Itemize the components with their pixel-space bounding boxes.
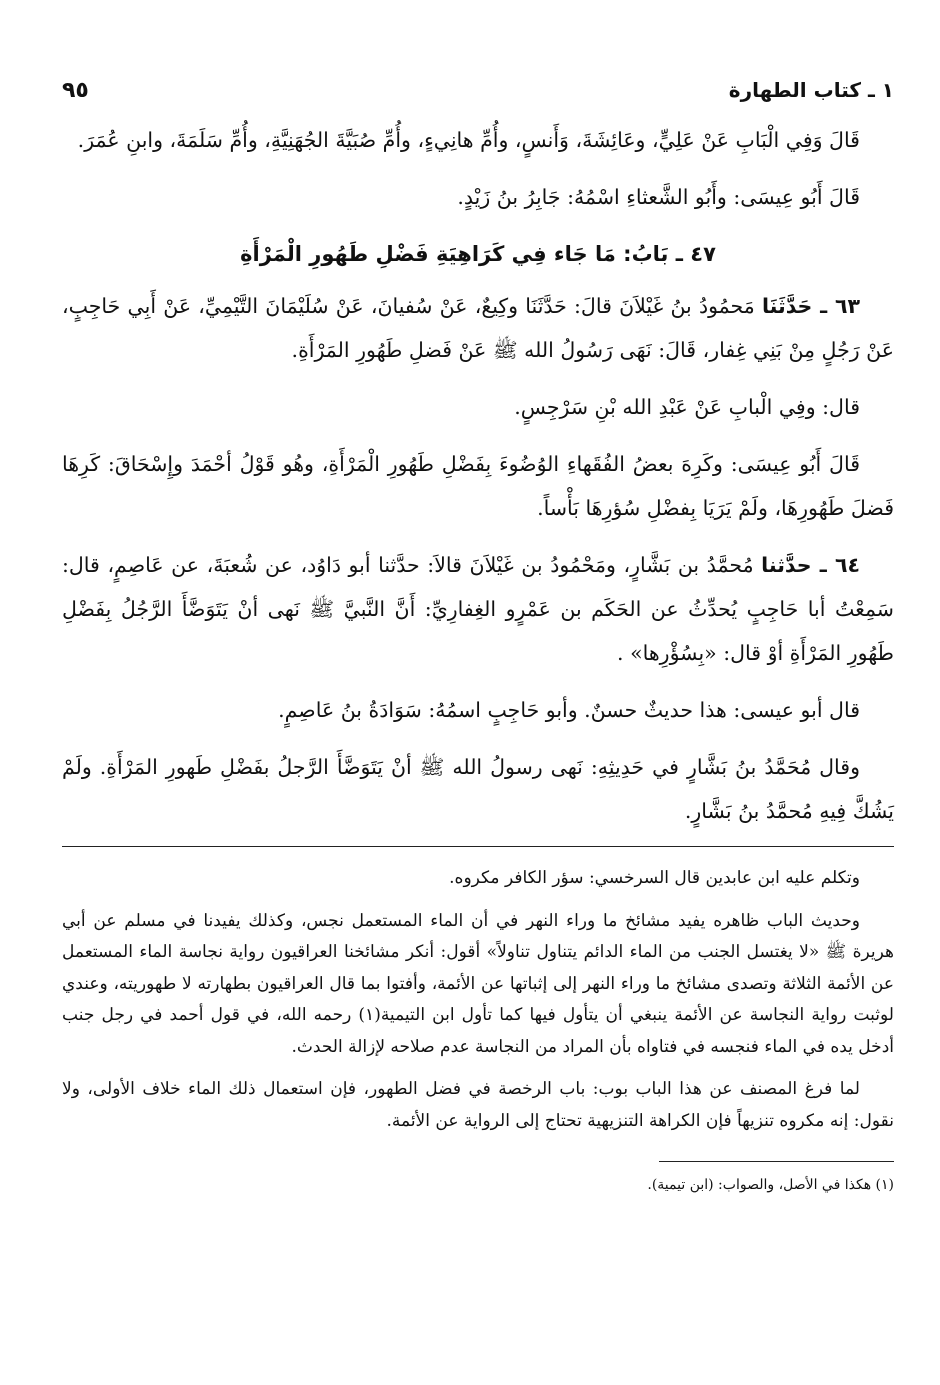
paragraph-abdullah-sarjis: قال: وفِي الْبابِ عَنْ عَبْدِ الله بْنِ سَرْجِسٍ. bbox=[514, 395, 860, 419]
commentary-paragraph-1: وتكلم عليه ابن عابدين قال السرخسي: سؤر الكافر مكروه. bbox=[449, 868, 860, 888]
commentary-divider bbox=[62, 846, 894, 847]
hadith-64-number: ٦٤ ـ حدَّثنا bbox=[761, 553, 860, 577]
hadith-63-number: ٦٣ ـ حَدَّثَنَا bbox=[761, 294, 860, 318]
paragraph-fuqaha-opinion: قَالَ أَبُو عِيسَى: وكَرِهَ بعضُ الفُقَهاءِ الوُضُوءَ بِفَضْلِ طَهُورِ الْمَرْأَةِ، وهُو قَوْلُ أحْمَدَ وإِسْحَاقَ: كَرِهَا فَضلَ طَهُورِهَا، ولَمْ يَرَيَا بِفضْلِ سُؤرِهَا بَأْساً. bbox=[62, 452, 894, 520]
book-page bbox=[62, 78, 894, 1196]
footnote-divider bbox=[659, 1161, 894, 1162]
paragraph-bashshar-version: وقال مُحَمَّدُ بنُ بَشَّارٍ في حَدِيثِهِ: نَهى رسولُ الله ﷺ أنْ يَتَوَضَّأَ الرَّجلُ بفَضْلِ طَهورِ المَرْأَةِ. ولَمْ يَشُكَّ فِيهِ مُحمَّدُ بنُ بَشَّارٍ. bbox=[62, 755, 894, 823]
commentary bbox=[62, 863, 894, 1137]
hadith-64 bbox=[62, 543, 894, 675]
chapter-heading: ٤٧ ـ بَابُ: مَا جَاء فِي كَرَاهِيَةِ فَضْلِ طَهُورِ الْمَرْأَةِ bbox=[240, 242, 716, 266]
commentary-paragraph-2: وحديث الباب ظاهره يفيد مشائخ ما وراء النهر في أن الماء المستعمل نجس، وكذلك يفيدنا في مسلم عن أبي هريرة ﷺ «لا يغتسل الجنب من الماء الدائم يتناول تناولاً» أقول: أنكر مشائخنا العراقيون رواية نجاسة الماء المستعمل عن الأئمة الثلاثة وتصدى مشائخ ما وراء النهر إلى إثباتها عن الأئمة، وأفتوا بما قال العراقيون بطهارته لا طهوريته، وعندي لوثبت رواية النجاسة عن الأئمة ينبغي أن يتأول فيها كما تأول ابن التيمية(١) رحمه الله، في قول أحمد في رجل جنب أدخل يده في الماء فنجسه في فتاواه بأن المراد من النجاسة عدم صلاحه لإزالة الحدث. bbox=[62, 910, 894, 1057]
hadith-64-text: مُحمَّدُ بن بَشَّارٍ، ومَحْمُودُ بن غَيْلاَنَ قالاَ: حدَّثنا أبو دَاوُد، عن شُعبَةَ، عن عَاصِمٍ، قال: سَمِعْتُ أبا حَاجِبٍ يُحدِّثُ عن الحَكَم بن عَمْرٍو الغِفارِيِّ: أَنَّ النَّبيَّ ﷺ نَهى أنْ يَتَوَضَّأَ الرَّجُلُ بِفَضْلِ طَهُورِ المَرْأَةِ أوْ قال: «بِسُؤْرِها» . bbox=[62, 553, 894, 665]
main-text bbox=[62, 118, 894, 833]
paragraph-abu-al-shatha: قَالَ أَبُو عِيسَى: وأَبُو الشَّعثاءِ اسْمُهُ: جَابِرُ بنُ زَيْدٍ. bbox=[457, 185, 860, 209]
hadith-63-text: مَحمُودُ بنُ غَيْلاَنَ قالَ: حَدَّثَنَا وكِيعٌ، عَنْ سُفيانَ، عَنْ سُلَيْمَانَ التَّيْمِيِّ، عَنْ أَبِي حَاجِبٍ، عَنْ رَجُلٍ مِنْ بَنِي غِفار، قَالَ: نَهَى رَسُولُ الله ﷺ عَنْ فَضلِ طَهُورِ المَرْأَةِ. bbox=[62, 294, 894, 362]
commentary-paragraph-3: لما فرغ المصنف عن هذا الباب بوب: باب الرخصة في فضل الطهور، فإن استعمال ذلك الماء خلاف الأولى، ولا نقول: إنه مكروه تنزيهاً فإن الكراهة التنزيهية تحتاج إلى الرواية عن الأئمة. bbox=[62, 1079, 894, 1131]
running-chapter-title: ١ ـ كتاب الطهارة bbox=[728, 78, 894, 102]
page-header bbox=[62, 78, 894, 118]
hadith-63 bbox=[62, 284, 894, 372]
page-number: ٩٥ bbox=[62, 78, 89, 103]
paragraph-narrations: قَالَ وَفِي الْبَابِ عَنْ عَلِيٍّ، وعَائِشَةَ، وَأَنسٍ، وأُمِّ هانِيءٍ، وأُمِّ صُبَيَّةَ الجُهَنِيَّةِ، وأُمِّ سَلَمَةَ، وابنِ عُمَرَ. bbox=[77, 128, 860, 152]
paragraph-hadith-grade: قال أبو عيسى: هذا حديثٌ حسنٌ. وأبو حَاجِبٍ اسمُهُ: سَوَادَةُ بنُ عَاصِمٍ. bbox=[278, 698, 860, 722]
footnote: (١) هكذا في الأصل، والصواب: (ابن تيمية). bbox=[647, 1177, 894, 1193]
